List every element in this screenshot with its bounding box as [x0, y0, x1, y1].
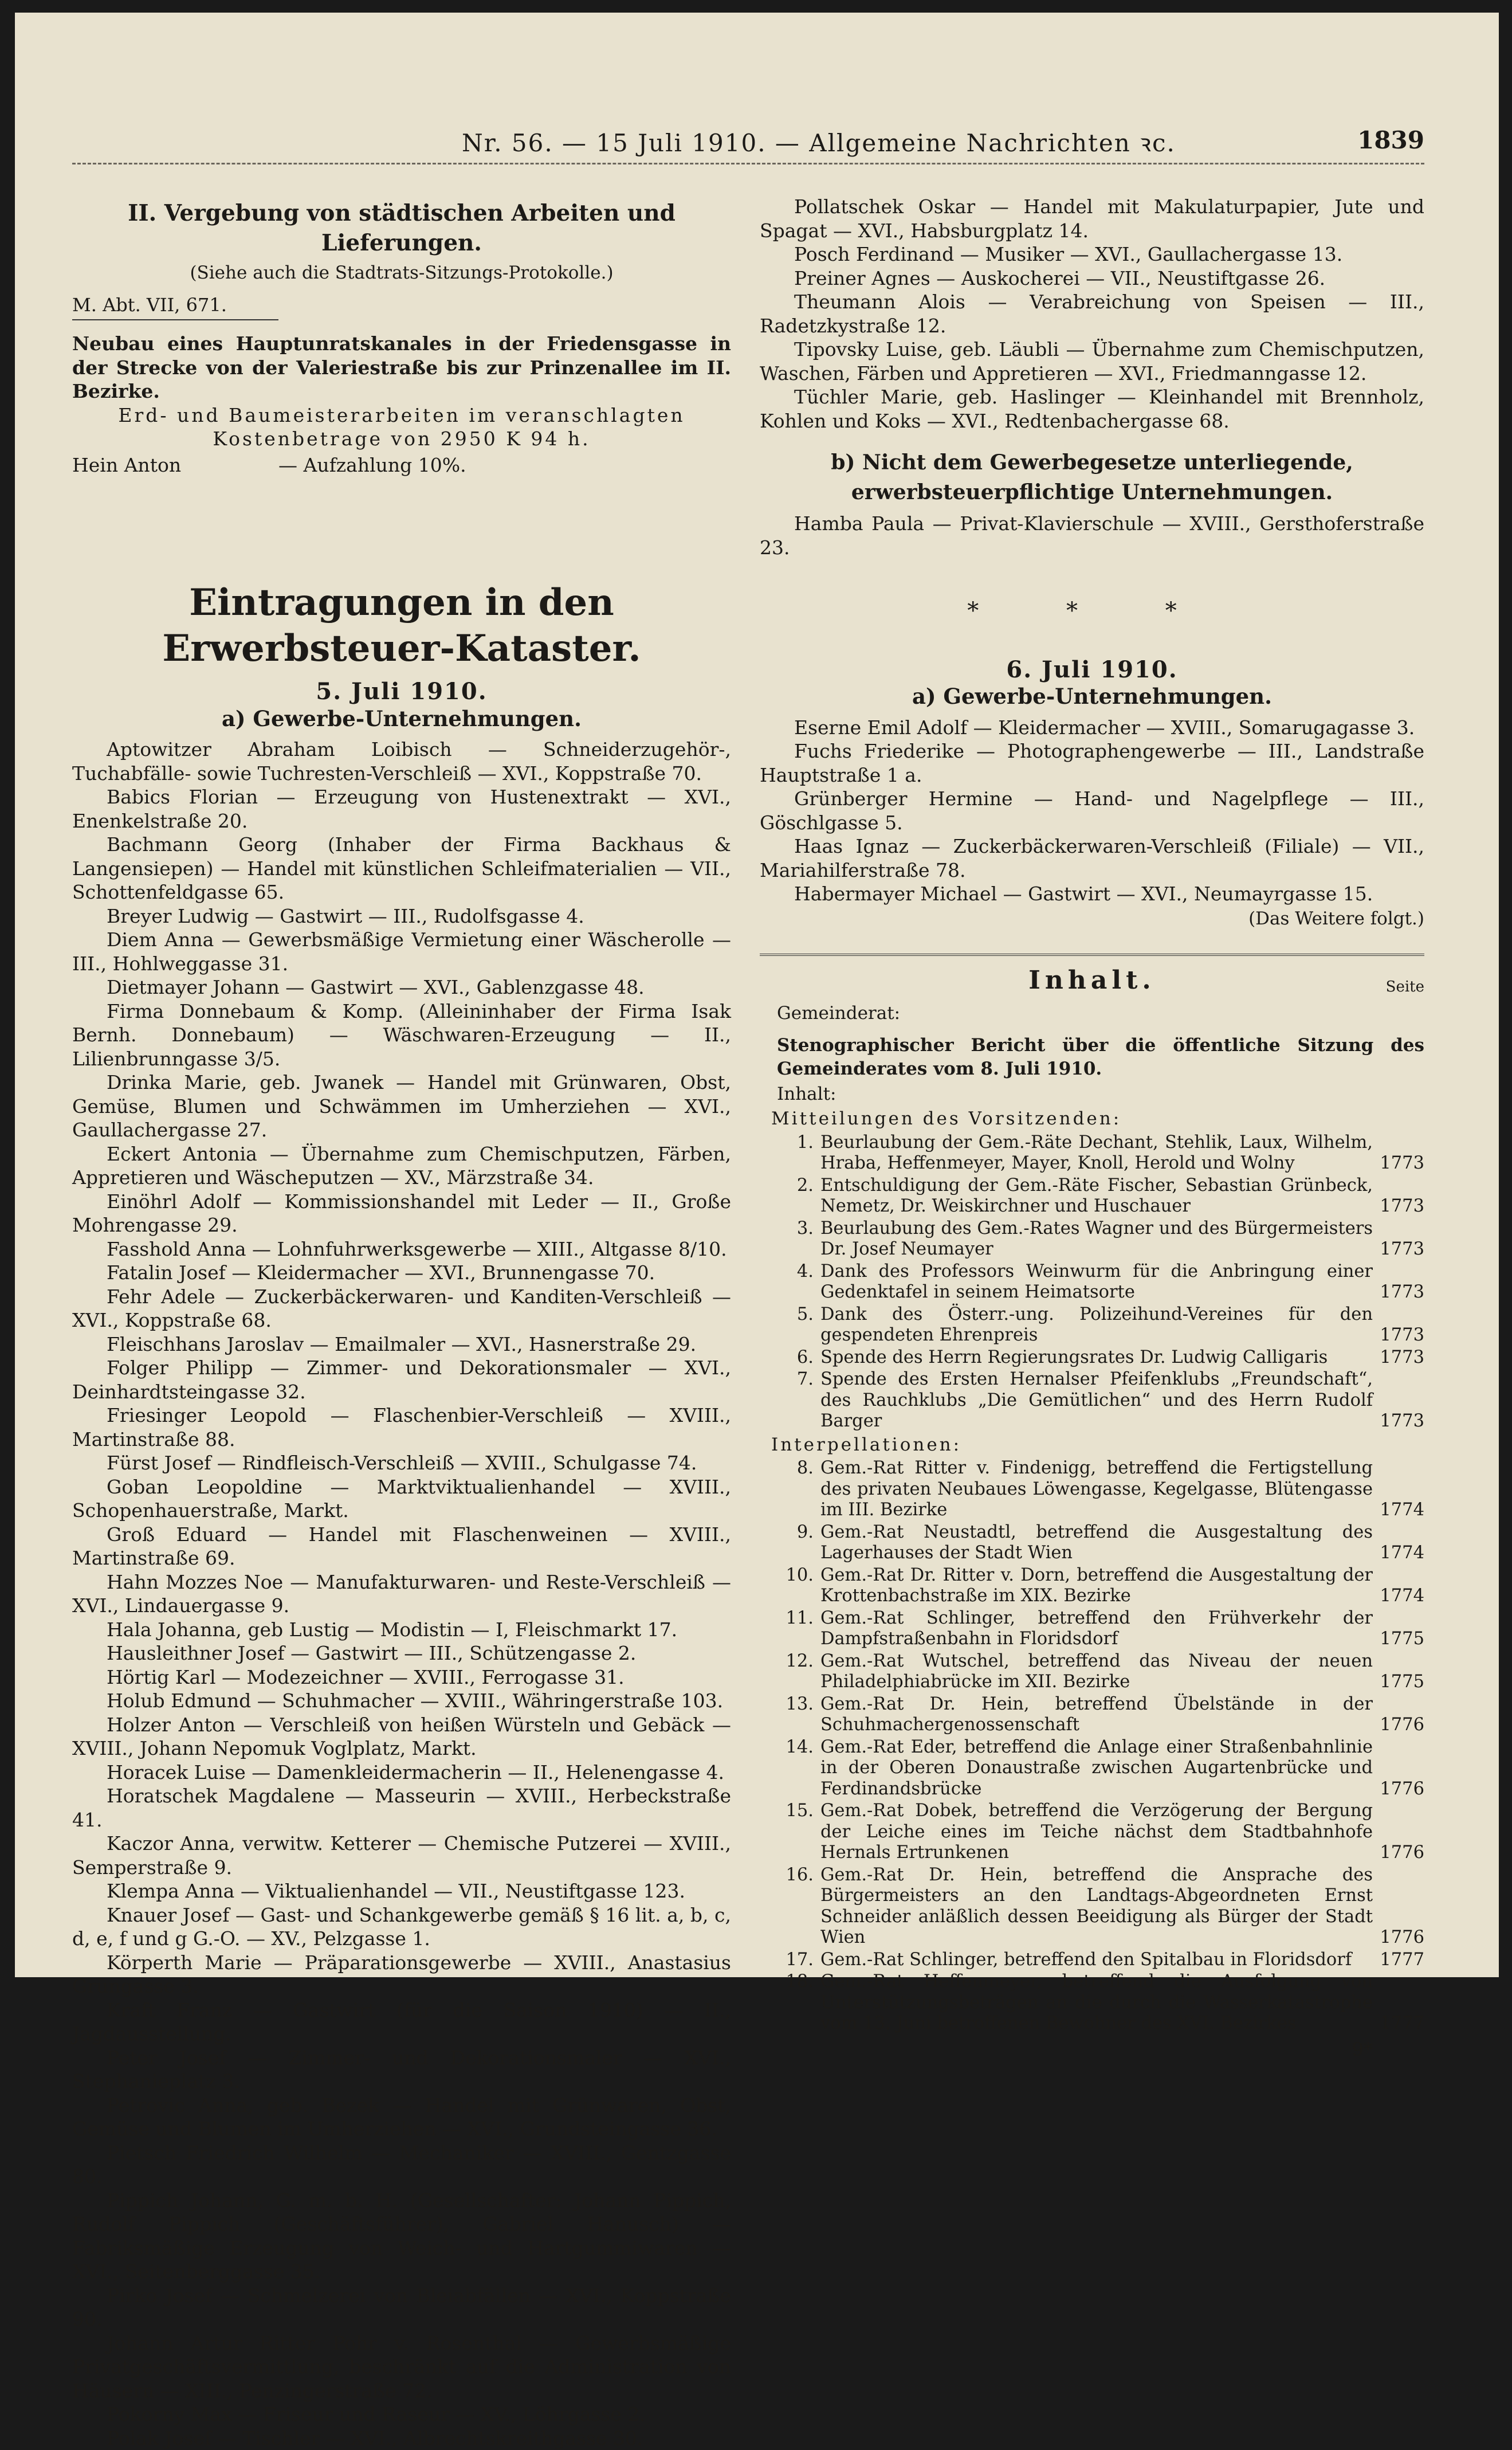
- list-item: Hala Johanna, geb Lustig — Modistin — I, Fleischmarkt 17.: [72, 1618, 731, 1642]
- toc-num: 18.: [760, 1971, 820, 2035]
- section-stars: * * *: [760, 599, 1424, 624]
- gewerbe-subtitle: a) Gewerbe-Unternehmungen.: [72, 707, 731, 731]
- toc-num: 3.: [760, 1218, 820, 1260]
- page-number: 1839: [1357, 126, 1424, 154]
- list-item: Fleischhans Jaroslav — Emailmaler — XVI., Hasnerstraße 29.: [72, 1332, 731, 1357]
- erd-text: Erd- und Baumeisterarbeiten im veranschlagten Kostenbetrage von 2950 K 94 h.: [72, 403, 731, 451]
- entries-list: [72, 738, 731, 2450]
- toc-text: Spende des Ersten Hernalser Pfeifenklubs „Freundschaft“, des Rauchklubs „Die Gemütlichen“ und des Herrn Rudolf Barger: [820, 1369, 1373, 1432]
- toc-text: Gem.-Rat Dobek, betreffend die Verzögerung der Bergung der Leiche eines im Teiche nächst dem Stadtbahnhofe Hernals Ertrunkenen: [820, 1801, 1373, 1864]
- toc-page: 1774: [1373, 1586, 1424, 1607]
- neubau-title: Neubau eines Hauptunratskanales in der Friedensgasse in der Strecke von der Valeriestraße bis zur Prinzenallee im II. Bezirke.: [72, 332, 731, 403]
- further-note: (Das Weitere folgt.): [760, 907, 1424, 931]
- list-item: Fasshold Anna — Lohnfuhrwerksgewerbe — XIII., Altgasse 8/10.: [72, 1237, 731, 1261]
- toc-page: 1773: [1373, 1325, 1424, 1346]
- toc-item: [760, 1218, 1424, 1260]
- vergebung-note: (Siehe auch die Stadtrats-Sitzungs-Protokolle.): [72, 261, 731, 285]
- toc-item: [760, 1522, 1424, 1564]
- list-item: Fuchs Friederike — Photographengewerbe — III., Landstraße Hauptstraße 1 a.: [760, 739, 1424, 787]
- toc-num: 9.: [760, 1522, 820, 1564]
- toc-num: 7.: [760, 1369, 820, 1432]
- b-section-title: b) Nicht dem Gewerbegesetze unterliegende, erwerbsteuerpflichtige Unternehmungen.: [760, 448, 1424, 507]
- list-item: Tipovsky Luise, geb. Läubli — Übernahme zum Chemischputzen, Waschen, Färben und Appretieren — XVI., Friedmanngasse 12.: [760, 338, 1424, 385]
- toc-text: Gem.-Rat Dr. Hein, betreffend Übelstände in der Schuhmachergenossenschaft: [820, 1694, 1373, 1736]
- toc-page: 1775: [1373, 1629, 1424, 1650]
- page-header: [72, 121, 1424, 162]
- header-rule: [72, 163, 1424, 164]
- toc-num: 15.: [760, 1801, 820, 1864]
- list-item: Tüchler Marie, geb. Haslinger — Kleinhandel mit Brennholz, Kohlen und Koks — XVI., Redtenbachergasse 68.: [760, 385, 1424, 433]
- toc-page: 1776: [1373, 1715, 1424, 1736]
- toc-item: [760, 1801, 1424, 1864]
- mitteilungen-list: [760, 1132, 1424, 1432]
- left-column: [72, 185, 731, 2450]
- list-item: Habermayer Michael — Gastwirt — XVI., Neumayrgasse 15.: [760, 882, 1424, 906]
- vergebung-reference: M. Abt. VII, 671.: [72, 293, 278, 321]
- toc-item: [760, 1971, 1424, 2035]
- toc-item: [760, 1347, 1424, 1369]
- toc-num: 5.: [760, 1304, 820, 1346]
- entries-list-2: [760, 716, 1424, 906]
- list-item: Hahn Mozzes Noe — Manufakturwaren- und Reste-Verschleiß — XVI., Lindauergasse 9.: [72, 1570, 731, 1618]
- toc-item: [760, 1175, 1424, 1217]
- toc-page: 1773: [1373, 1347, 1424, 1369]
- list-item: Pietsch Friedrich Wilhelm — Mechaniker — XVIII., Gentzgasse 80.: [72, 2141, 731, 2189]
- seite-label: Seite: [1386, 975, 1424, 999]
- toc-text: Gem.-Rat Wutschel, betreffend das Niveau der neuen Philadelphiabrücke im XII. Bezirke: [820, 1651, 1373, 1693]
- toc-page: 1776: [1373, 1843, 1424, 1864]
- kataster-title: Eintragungen in den Erwerbsteuer-Kataster.: [72, 580, 731, 672]
- interpellationen-label: Interpellationen:: [771, 1433, 1424, 1457]
- toc-text: Spende des Herrn Regierungsrates Dr. Ludwig Calligaris: [820, 1347, 1373, 1369]
- list-item: Hörtig Karl — Modezeichner — XVIII., Ferrogasse 31.: [72, 1665, 731, 1689]
- list-item: Theumann Alois — Verabreichung von Speisen — III., Radetzkystraße 12.: [760, 290, 1424, 338]
- list-item: Fürst Josef — Rindfleisch-Verschleiß — XVIII., Schulgasse 74.: [72, 1451, 731, 1475]
- list-item: Klempa Anna — Viktualienhandel — VII., Neustiftgasse 123.: [72, 1879, 731, 1903]
- toc-page: 1774: [1373, 1543, 1424, 1564]
- toc-item: [760, 1369, 1424, 1432]
- toc-item: [760, 1737, 1424, 1800]
- list-item: Horatschek Magdalene — Masseurin — XVIII., Herbeckstraße 41.: [72, 1784, 731, 1832]
- toc-num: 11.: [760, 1608, 820, 1650]
- toc-num: 6.: [760, 1347, 820, 1369]
- list-item: Pippich Johann, G. m. b. H. (Gesellschafter: Johann Pippich, Rudolf Pippich (Geschäftsführer), Gabriel Hanusch) — Fabriksmäßige Erzeugung von Weich- und Hartgummiwaren — XVI., Seitenberggasse 35.: [72, 2189, 731, 2284]
- toc-page: 1773: [1373, 1282, 1424, 1303]
- toc-num: 4.: [760, 1261, 820, 1303]
- toc-text: Beurlaubung der Gem.-Räte Dechant, Stehlik, Laux, Wilhelm, Hraba, Heffenmeyer, Mayer, Knoll, Herold und Wolny: [820, 1132, 1373, 1174]
- toc-page: 1774: [1373, 1500, 1424, 1521]
- list-item: Knauer Josef — Gast- und Schankgewerbe gemäß § 16 lit. a, b, c, d, e, f und g G.-O. — XV., Pelzgasse 1.: [72, 1903, 731, 1951]
- list-item: Holzer Anton — Verschleiß von heißen Würsteln und Gebäck — XVIII., Johann Nepomuk Voglplatz, Markt.: [72, 1713, 731, 1761]
- toc-text: Gem.-Rat Schlinger, betreffend den Spitalbau in Floridsdorf: [820, 1950, 1373, 1971]
- continued-entries: [760, 195, 1424, 433]
- list-item: Groß Eduard — Handel mit Flaschenweinen — XVIII., Martinstraße 69.: [72, 1523, 731, 1570]
- toc-item: [760, 1865, 1424, 1949]
- hein-row: [72, 453, 731, 477]
- toc-text: Entschuldigung der Gem.-Räte Fischer, Sebastian Grünbeck, Nemetz, Dr. Weiskirchner und Huschauer: [820, 1175, 1373, 1217]
- list-item: Petrovic Anna, geb. Bezek — Handel mit Grünwaren, Obst, Gemüse und Blumen im Umherziehen — XVI., Grundsteingasse 36.: [72, 2094, 731, 2141]
- list-item: Babics Florian — Erzeugung von Hustenextrakt — XVI., Enenkelstraße 20.: [72, 785, 731, 833]
- list-item: Grünberger Hermine — Hand- und Nagelpflege — III., Göschlgasse 5.: [760, 787, 1424, 834]
- right-column: [760, 195, 1424, 2061]
- toc-text: Gem.-Rat Ritter v. Findenigg, betreffend die Fertigstellung des privaten Neubaues Löwengasse, Kegelgasse, Blütengasse im III. Bezirke: [820, 1458, 1373, 1521]
- list-item: Pollatschek Oskar — Handel mit Makulaturpapier, Jute und Spagat — XVI., Habsburgplatz 14.: [760, 195, 1424, 242]
- list-item: Polak Josef — Tischler — XVI., Albrechtskreithgasse 30.: [72, 2427, 731, 2450]
- toc-num: 10.: [760, 1565, 820, 1607]
- toc-text: Gem.-Rat Dr. Hein, betreffend die Ansprache des Bürgermeisters an den Landtags-Abgeordneten Ernst Schneider anläßlich dessen Beeidigung als Bürger der Stadt Wien: [820, 1865, 1373, 1949]
- toc-num: 13.: [760, 1694, 820, 1736]
- list-item: Drinka Marie, geb. Jwanek — Handel mit Grünwaren, Obst, Gemüse, Blumen und Schwämmen im Umherziehen — XVI., Gaullachergasse 27.: [72, 1071, 731, 1142]
- list-item: Friesinger Leopold — Flaschenbier-Verschleiß — XVIII., Martinstraße 88.: [72, 1404, 731, 1451]
- toc-item: [760, 1132, 1424, 1174]
- toc-num: 1.: [760, 1132, 820, 1174]
- gemeinderat-label: Gemeinderat:: [777, 1002, 1424, 1026]
- signature-mark: 9*: [760, 2038, 1424, 2062]
- header-title: Nr. 56. — 15 Juli 1910. — Allgemeine Nachrichten ꝛc.: [462, 126, 1176, 159]
- list-item: Aptowitzer Abraham Loibisch — Schneiderzugehör-, Tuchabfälle- sowie Tuchresten-Verschleiß — XVI., Koppstraße 70.: [72, 738, 731, 785]
- list-item: Goban Leopoldine — Marktviktualienhandel — XVIII., Schopenhauerstraße, Markt.: [72, 1475, 731, 1523]
- list-item: Diem Anna — Gewerbsmäßige Vermietung einer Wäscherolle — III., Hohlweggasse 31.: [72, 928, 731, 975]
- list-item: Preiner Agnes — Auskocherei — VII., Neustiftgasse 26.: [760, 266, 1424, 291]
- list-item: Breyer Ludwig — Gastwirt — III., Rudolfsgasse 4.: [72, 904, 731, 928]
- toc-item: [760, 1651, 1424, 1693]
- toc-page: 1777: [1373, 1950, 1424, 1971]
- list-item: Einöhrl Adolf — Kommissionshandel mit Leder — II., Große Mohrengasse 29.: [72, 1190, 731, 1237]
- list-item: Posch Ferdinand — Musiker — XVI., Gaullachergasse 13.: [760, 242, 1424, 266]
- date-july-5: 5. Juli 1910.: [72, 680, 731, 704]
- toc-page: 1775: [1373, 1672, 1424, 1693]
- inhalt-label: Inhalt:: [777, 1083, 1424, 1107]
- hein-name: Hein Anton: [72, 453, 278, 477]
- toc-item: [760, 1565, 1424, 1607]
- toc-text: Gem.-Rat Eder, betreffend die Anlage einer Straßenbahnlinie in der Oberen Donaustraße zwischen Augartenbrücke und Ferdinandsbrücke: [820, 1737, 1373, 1800]
- toc-num: 8.: [760, 1458, 820, 1521]
- inhalt-title: Inhalt.: [760, 969, 1424, 993]
- list-item: Pirko Josef — Schmelzerei von Bleiabfällen — XVI., Koppstraße 90.: [72, 2284, 731, 2331]
- toc-page: 1777: [1373, 2013, 1424, 2035]
- toc-page: 1773: [1373, 1196, 1424, 1217]
- newspaper-page: [15, 13, 1499, 1977]
- bericht-title: Stenographischer Bericht über die öffentliche Sitzung des Gemeinderates vom 8. Juli 1910.: [777, 1034, 1424, 1081]
- gewerbe-subtitle-2: a) Gewerbe-Unternehmungen.: [760, 685, 1424, 709]
- toc-item: [760, 1458, 1424, 1521]
- section-divider: [760, 954, 1424, 956]
- toc-item: [760, 1694, 1424, 1736]
- inhalt-header: [760, 969, 1424, 1001]
- toc-num: 17.: [760, 1950, 820, 1971]
- toc-text: Gem.-Rat Dr. Ritter v. Dorn, betreffend die Ausgestaltung der Krottenbachstraße im XIX. Bezirke: [820, 1565, 1373, 1607]
- toc-text: Dank des Österr.-ung. Polizeihund-Vereines für den gespendeten Ehrenpreis: [820, 1304, 1373, 1346]
- toc-item: [760, 1608, 1424, 1650]
- toc-text: Beurlaubung des Gem.-Rates Wagner und des Bürgermeisters Dr. Josef Neumayer: [820, 1218, 1373, 1260]
- list-item: Holub Edmund — Schuhmacher — XVIII., Währingerstraße 103.: [72, 1689, 731, 1713]
- list-item: Horacek Luise — Damenkleidermacherin — II., Helenengasse 4.: [72, 1761, 731, 1785]
- interpellationen-list: [760, 1458, 1424, 2035]
- vergebung-title: II. Vergebung von städtischen Arbeiten und Lieferungen.: [72, 198, 731, 258]
- toc-page: 1776: [1373, 1927, 1424, 1949]
- list-item: Johann Artur Ritter Pohr v. Rosenthal — Gewerbsmäßige Privatgeschäftsvermittlung, beschränkt auf die Administration von Häusern — XIII., Penzingerstraße 72.: [72, 2331, 731, 2403]
- toc-page: 1773: [1373, 1239, 1424, 1260]
- toc-item: [760, 1950, 1424, 1971]
- list-item: Kraft Franz — Gastwirt (für die Saison 1910) — II., Jagdausstellung.: [72, 1998, 731, 2046]
- toc-page: 1773: [1373, 1153, 1424, 1174]
- b-entry: Hamba Paula — Privat-Klavierschule — XVIII., Gersthoferstraße 23.: [760, 512, 1424, 559]
- toc-num: 2.: [760, 1175, 820, 1217]
- date-july-6: 6. Juli 1910.: [760, 658, 1424, 682]
- list-item: Bachmann Georg (Inhaber der Firma Backhaus & Langensiepen) — Handel mit künstlichen Schleifmaterialien — VII., Schottenfeldgasse 65.: [72, 833, 731, 904]
- list-item: Pokorny Max — Friseur und Raseur — XV., Löhrgasse 2.: [72, 2402, 731, 2427]
- toc-text: Gem.-Rat Heffenmeyer, betreffend die Ausfolgung von Unterstützungsbeträgen an die durch die Wasserkatastrophe vom 13. Juni betroffenen Bewohner des XVI. Bezirkes: [820, 1971, 1373, 2035]
- mitteilungen-label: Mitteilungen des Vorsitzenden:: [771, 1107, 1424, 1131]
- list-item: Folger Philipp — Zimmer- und Dekorationsmaler — XVI., Deinhardtsteingasse 32.: [72, 1356, 731, 1404]
- list-item: Eserne Emil Adolf — Kleidermacher — XVIII., Somarugagasse 3.: [760, 716, 1424, 740]
- toc-num: 12.: [760, 1651, 820, 1693]
- toc-text: Dank des Professors Weinwurm für die Anbringung einer Gedenktafel in seinem Heimatsorte: [820, 1261, 1373, 1303]
- toc-item: [760, 1304, 1424, 1346]
- list-item: Haas Ignaz — Zuckerbäckerwaren-Verschleiß (Filiale) — VII., Mariahilferstraße 78.: [760, 834, 1424, 882]
- list-item: Kaczor Anna, verwitw. Ketterer — Chemische Putzerei — XVIII., Semperstraße 9.: [72, 1832, 731, 1879]
- toc-page: 1773: [1373, 1411, 1424, 1432]
- list-item: Hausleithner Josef — Gastwirt — III., Schützengasse 2.: [72, 1641, 731, 1665]
- list-item: Fehr Adele — Zuckerbäckerwaren- und Kanditen-Verschleiß — XVI., Koppstraße 68.: [72, 1285, 731, 1332]
- toc-text: Gem.-Rat Neustadtl, betreffend die Ausgestaltung des Lagerhauses der Stadt Wien: [820, 1522, 1373, 1564]
- toc-num: 14.: [760, 1737, 820, 1800]
- toc-item: [760, 1261, 1424, 1303]
- toc-num: 16.: [760, 1865, 820, 1949]
- toc-page: 1776: [1373, 1779, 1424, 1800]
- toc-text: Gem.-Rat Schlinger, betreffend den Frühverkehr der Dampfstraßenbahn in Floridsdorf: [820, 1608, 1373, 1650]
- list-item: Dietmayer Johann — Gastwirt — XVI., Gablenzgasse 48.: [72, 975, 731, 999]
- list-item: Eckert Antonia — Übernahme zum Chemischputzen, Färben, Appretieren und Wäscheputzen — XV., Märzstraße 34.: [72, 1142, 731, 1190]
- list-item: Fatalin Josef — Kleidermacher — XVI., Brunnengasse 70.: [72, 1261, 731, 1285]
- list-item: Firma Donnebaum & Komp. (Alleininhaber der Firma Isak Bernh. Donnebaum) — Wäschwaren-Erzeugung — II., Lilienbrunngasse 3/5.: [72, 999, 731, 1071]
- list-item: Peter Josef — Zimmer- und Dekorationsmaler — XVI., Stephanieplatz 3.: [72, 2046, 731, 2094]
- hein-value: — Aufzahlung 10%.: [278, 453, 466, 477]
- list-item: Körperth Marie — Präparationsgewerbe — XVIII., Anastasius Grüngasse 3.: [72, 1951, 731, 1998]
